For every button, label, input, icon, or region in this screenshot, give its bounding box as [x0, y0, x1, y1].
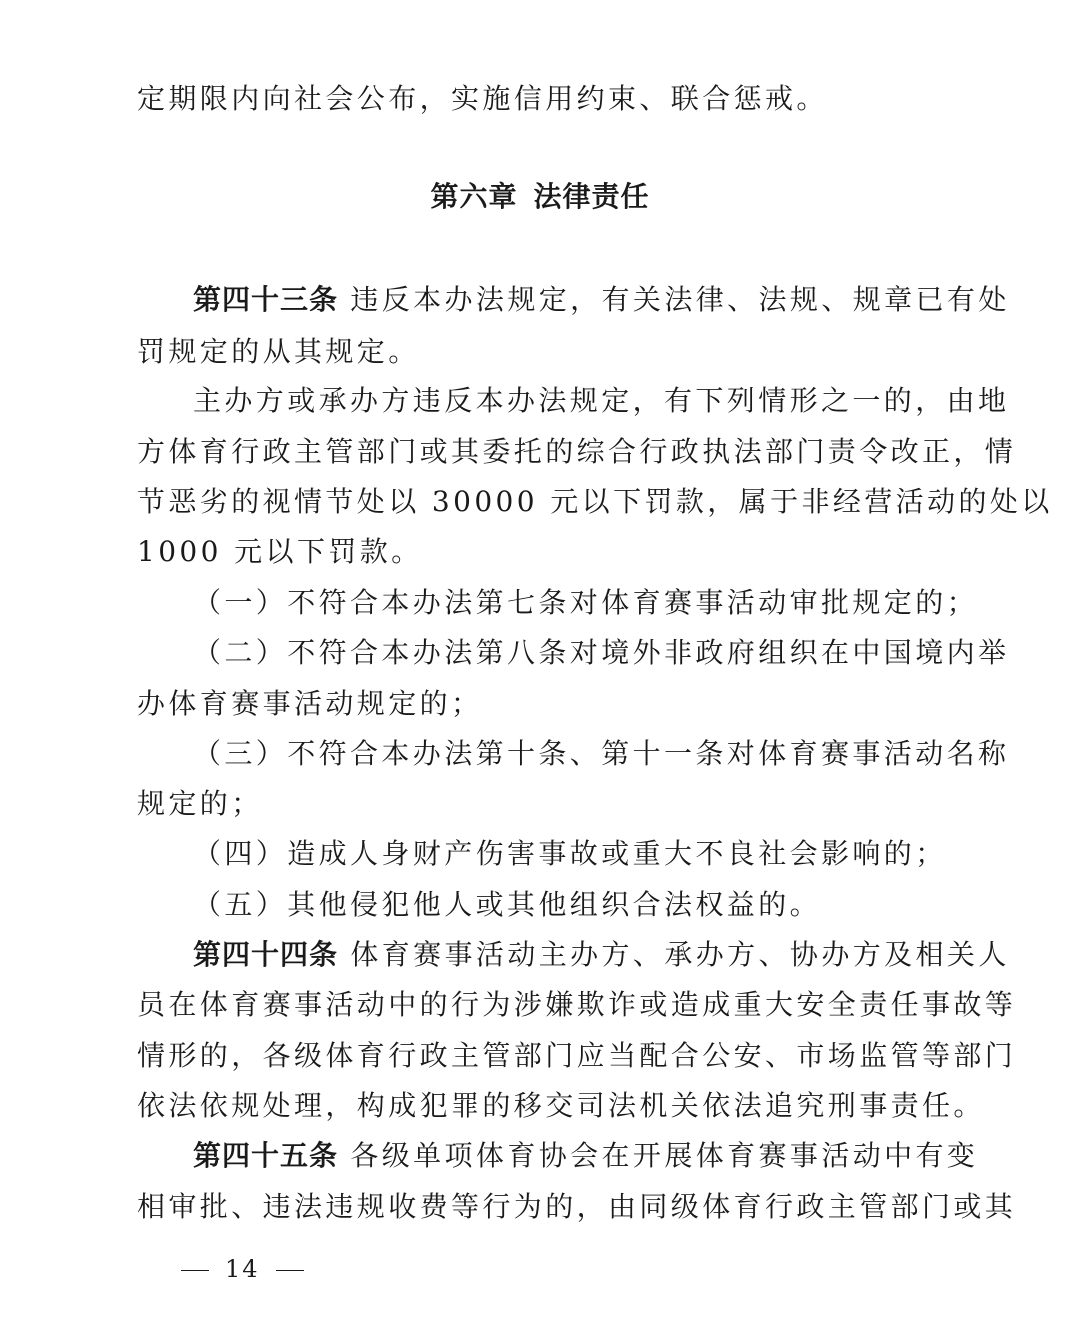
text-line: 主办方或承办方违反本办法规定，有下列情形之一的，由地 — [193, 384, 1010, 417]
chapter-number: 第六章 — [430, 180, 518, 213]
text-line: 罚规定的从其规定。 — [137, 335, 420, 368]
list-item-2-line-1: （二）不符合本办法第八条对境外非政府组织在中国境内举 — [193, 636, 1010, 669]
page-footer — [165, 1252, 320, 1286]
list-item-3-line-2: 规定的； — [137, 787, 263, 820]
footer-dash-left — [181, 1270, 209, 1271]
list-item-1: （一）不符合本办法第七条对体育赛事活动审批规定的； — [193, 586, 979, 619]
article-44-label: 第四十四条 — [193, 938, 339, 971]
text-line: 员在体育赛事活动中的行为涉嫌欺诈或造成重大安全责任事故等 — [137, 988, 1017, 1021]
list-item-4: （四）造成人身财产伤害事故或重大不良社会影响的； — [193, 837, 947, 870]
text-line: 方体育行政主管部门或其委托的综合行政执法部门责令改正，情 — [137, 435, 1017, 468]
list-item-5: （五）其他侵犯他人或其他组织合法权益的。 — [193, 888, 822, 921]
text-line: 1000 元以下罚款。 — [137, 535, 423, 568]
article-44-line-1 — [137, 935, 1010, 975]
text-line: 定期限内向社会公布，实施信用约束、联合惩戒。 — [137, 82, 828, 115]
text-line: 依法依规处理，构成犯罪的移交司法机关依法追究刑事责任。 — [137, 1089, 985, 1122]
list-item-2-line-2: 办体育赛事活动规定的； — [137, 687, 483, 720]
article-43-label: 第四十三条 — [193, 283, 339, 316]
list-item-3-line-1: （三）不符合本办法第十条、第十一条对体育赛事活动名称 — [193, 737, 1010, 770]
text-line: 相审批、违法违规收费等行为的，由同级体育行政主管部门或其 — [137, 1190, 1017, 1223]
text-line: 节恶劣的视情节处以 30000 元以下罚款，属于非经营活动的处以 — [137, 485, 1053, 518]
footer-dash-right — [276, 1270, 304, 1271]
article-44-text: 体育赛事活动主办方、承办方、协办方及相关人 — [350, 938, 1010, 971]
page-number: 14 — [225, 1255, 260, 1283]
chapter-title: 法律责任 — [533, 180, 650, 213]
article-43-line-1 — [137, 280, 1010, 320]
article-45-label: 第四十五条 — [193, 1139, 339, 1172]
article-43-text: 违反本办法规定，有关法律、法规、规章已有处 — [350, 283, 1010, 316]
text-line: 情形的，各级体育行政主管部门应当配合公安、市场监管等部门 — [137, 1039, 1017, 1072]
article-45-text: 各级单项体育协会在开展体育赛事活动中有变 — [350, 1139, 979, 1172]
article-45-line-1 — [137, 1136, 979, 1176]
chapter-heading — [0, 177, 1080, 217]
